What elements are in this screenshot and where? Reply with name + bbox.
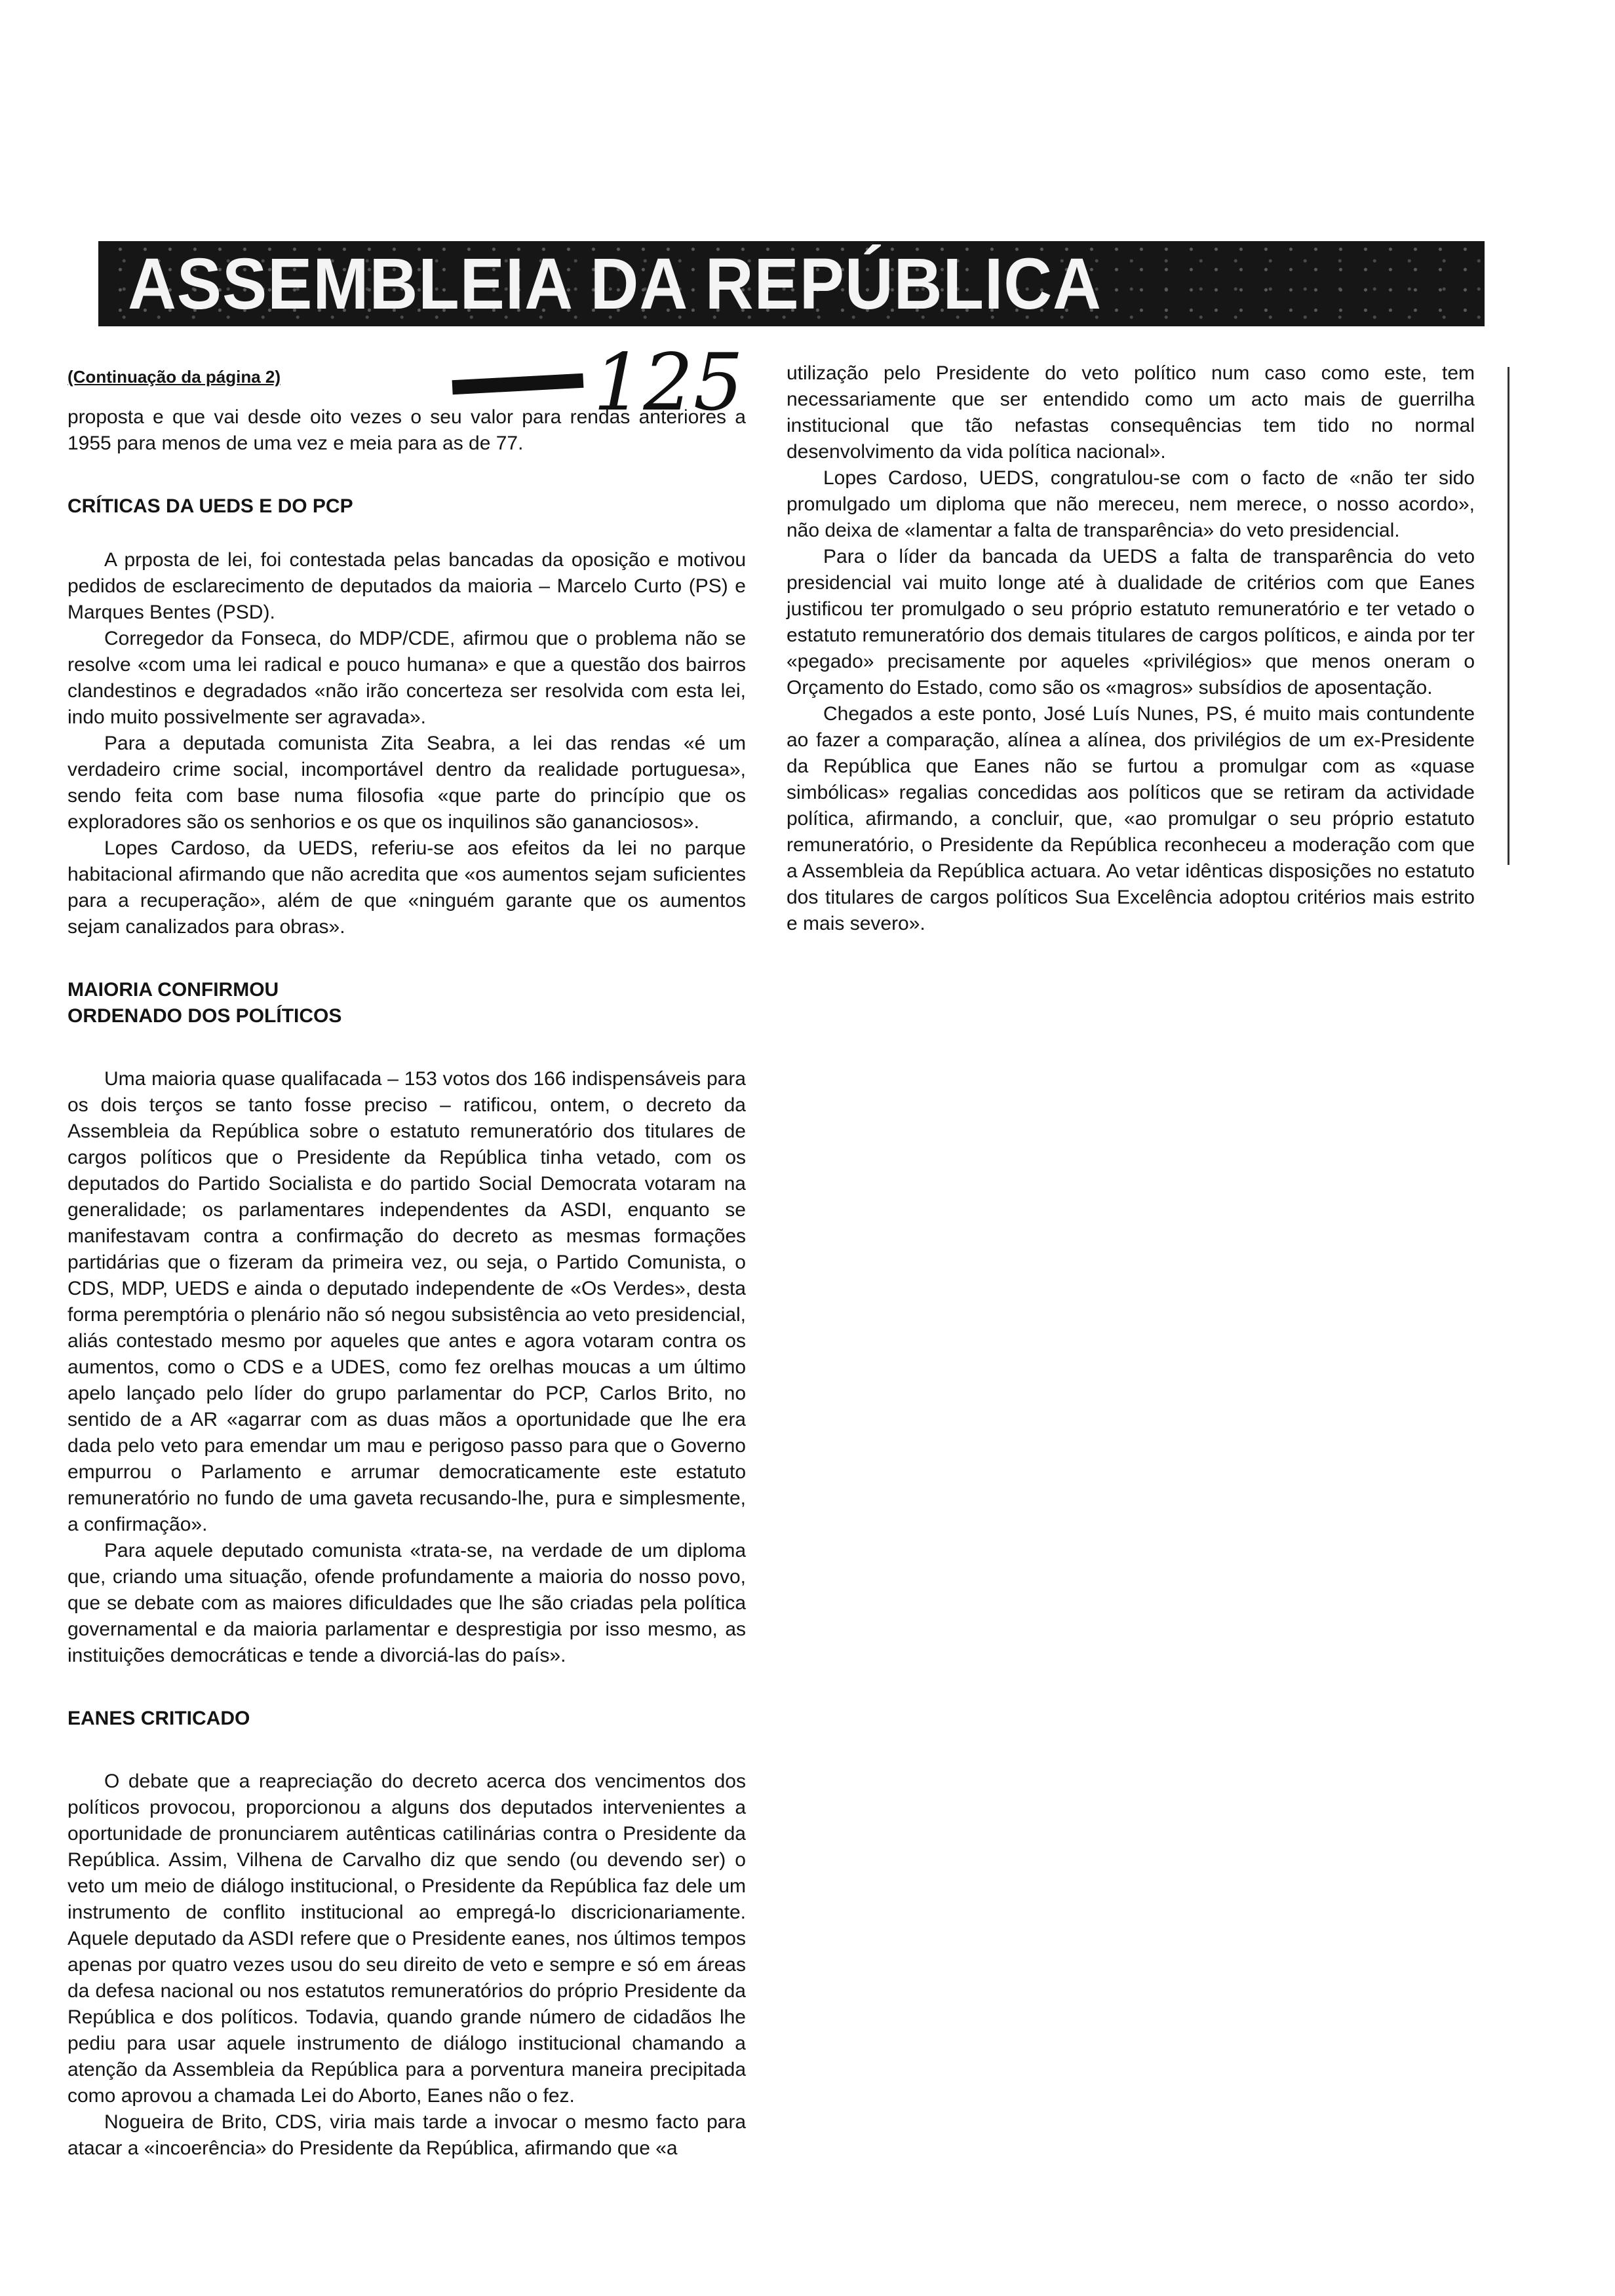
paragraph: Nogueira de Brito, CDS, viria mais tarde a invocar o mesmo facto para atacar a «incoerência» do Presidente da República, afirmando que «a	[68, 2111, 746, 2159]
handwritten-number: 125	[593, 337, 744, 429]
masthead-banner	[98, 241, 1485, 326]
paragraph: Para a deputada comunista Zita Seabra, a lei das rendas «é um verdadeiro crime social, incomportável dentro da realidade portuguesa», sendo feita com base numa filosofia «que parte do princípio que os exploradores são os senhorios e os que os inquilinos são gananciosos».	[68, 733, 746, 833]
paragraph: Lopes Cardoso, UEDS, congratulou-se com o facto de «não ter sido promulgado um diploma que não mereceu, nem merece, o nosso acordo», não deixa de «lamentar a falta de transparência» do veto presidencial.	[787, 467, 1475, 541]
intro-paragraph: proposta e que vai desde oito vezes o seu valor para rendas anteriores a 1955 para menos de uma vez e meia para as de 77.	[68, 406, 746, 454]
paragraph: Para aquele deputado comunista «trata-se, na verdade de um diploma que, criando uma situação, ofende profundamente a maioria do nosso povo, que se debate com as maiores dificuldades que lhe são criadas pela política governamental e da maioria parlamentar e desprestigia por isso mesmo, as instituições democráticas e tende a divorciá-las do país».	[68, 1540, 746, 1666]
paragraph: Para o líder da bancada da UEDS a falta de transparência do veto presidencial vai muito longe até à dualidade de critérios com que Eanes justificou ter promulgado o seu próprio estatuto remuneratório e ter vetado o estatuto remuneratório dos demais titulares de cargos políticos, e ainda por ter «pegado» precisamente por aqueles «privilégios» que menos oneram o Orçamento do Estado, como são os «magros» subsídios de aposentação.	[787, 546, 1475, 698]
right-column	[787, 360, 1475, 937]
paragraph: A prposta de lei, foi contestada pelas bancadas da oposição e motivou pedidos de esclarecimento de deputados da maioria – Marcelo Curto (PS) e Marques Bentes (PSD).	[68, 549, 746, 623]
section-heading-eanes: EANES CRITICADO	[68, 1708, 250, 1729]
paragraph: Corregedor da Fonseca, do MDP/CDE, afirmou que o problema não se resolve «com uma lei radical e pouco humana» e que a questão dos bairros clandestinos e degradados «não irão concerteza ser resolvida com esta lei, indo muito possivelmente ser agravada».	[68, 628, 746, 728]
paragraph: Chegados a este ponto, José Luís Nunes, PS, é muito mais contundente ao fazer a comparação, alínea a alínea, dos privilégios de um ex-Presidente da República que Eanes não se furtou a promulgar com as «quase simbólicas» regalias concedidas aos políticos que se retiram da actividade política, afirmando, a concluir, que, «ao promulgar o seu próprio estatuto remuneratório, o Presidente da República reconheceu a moderação com que a Assembleia da República actuara. Ao vetar idênticas disposições no estatuto dos titulares de cargos políticos Sua Excelência adoptou critérios mais estrito e mais severo».	[787, 703, 1475, 934]
paragraph: Lopes Cardoso, da UEDS, referiu-se aos efeitos da lei no parque habitacional afirmando que não acredita que «os aumentos sejam suficientes para a recuperação», além de que «ninguém garante que os aumentos sejam canalizados para obras».	[68, 837, 746, 938]
left-column	[68, 364, 746, 2162]
continuation-note: (Continuação da página 2)	[68, 367, 281, 387]
section-heading-criticas: CRÍTICAS DA UEDS E DO PCP	[68, 495, 353, 517]
section-heading-maioria	[68, 977, 746, 1029]
paragraph: Uma maioria quase qualifacada – 153 votos dos 166 indispensáveis para os dois terços se tanto fosse preciso – ratificou, ontem, o decreto da Assembleia da República sobre o estatuto remuneratório dos titulares de cargos políticos que o Presidente da República tinha vetado, com os deputados do Partido Socialista e do partido Social Democrata votaram na generalidade; os parlamentares independentes da ASDI, enquanto se manifestavam contra a confirmação do decreto as mesmas formações partidárias que o fizeram da primeira vez, ou seja, o Partido Comunista, o CDS, MDP, UEDS e ainda o deputado independente de «Os Verdes», desta forma peremptória o plenário não só negou subsistência ao veto presidencial, aliás contestado mesmo por aqueles que antes e agora votaram contra os aumentos, como o CDS e a UDES, como fez orelhas moucas a um último apelo lançado pelo líder do grupo parlamentar do PCP, Carlos Brito, no sentido de a AR «agarrar com as duas mãos a oportunidade que lhe era dada pelo veto para emendar um mau e perigoso passo para que o Governo empurrou o Parlamento e arrumar democraticamente este estatuto remuneratório no fundo de uma gaveta recusando-lhe, pura e simplesmente, a confirmação».	[68, 1068, 746, 1535]
paragraph: O debate que a reapreciação do decreto acerca dos vencimentos dos políticos provocou, proporcionou a alguns dos deputados intervenientes a oportunidade de pronunciarem autênticas catilinárias contra o Presidente da República. Assim, Vilhena de Carvalho diz que sendo (ou devendo ser) o veto um meio de diálogo institucional, o Presidente da República faz dele um instrumento de conflito institucional ao empregá-lo discricionariamente. Aquele deputado da ASDI refere que o Presidente eanes, nos últimos tempos apenas por quatro vezes usou do seu direito de veto e sempre e só em áreas da defesa nacional ou nos estatutos remuneratórios do próprio Presidente da República e dos políticos. Todavia, quando grande número de cidadãos lhe pediu para usar aquele instrumento de diálogo institucional chamando a atenção da Assembleia da República para a porventura maneira precipitada como aprovou a chamada Lei do Aborto, Eanes não o fez.	[68, 1770, 746, 2107]
margin-rule	[1508, 367, 1509, 865]
section-heading-line: ORDENADO DOS POLÍTICOS	[68, 1005, 342, 1027]
masthead-title: ASSEMBLEIA DA REPÚBLICA	[128, 244, 1102, 324]
section-heading-line: MAIORIA CONFIRMOU	[68, 979, 279, 1001]
paragraph: utilização pelo Presidente do veto político num caso como este, tem necessariamente que ser entendido como um acto mais de guerrilha institucional que tão nefastas consequências tem tido no normal desenvolvimento da vida política nacional».	[787, 362, 1475, 463]
